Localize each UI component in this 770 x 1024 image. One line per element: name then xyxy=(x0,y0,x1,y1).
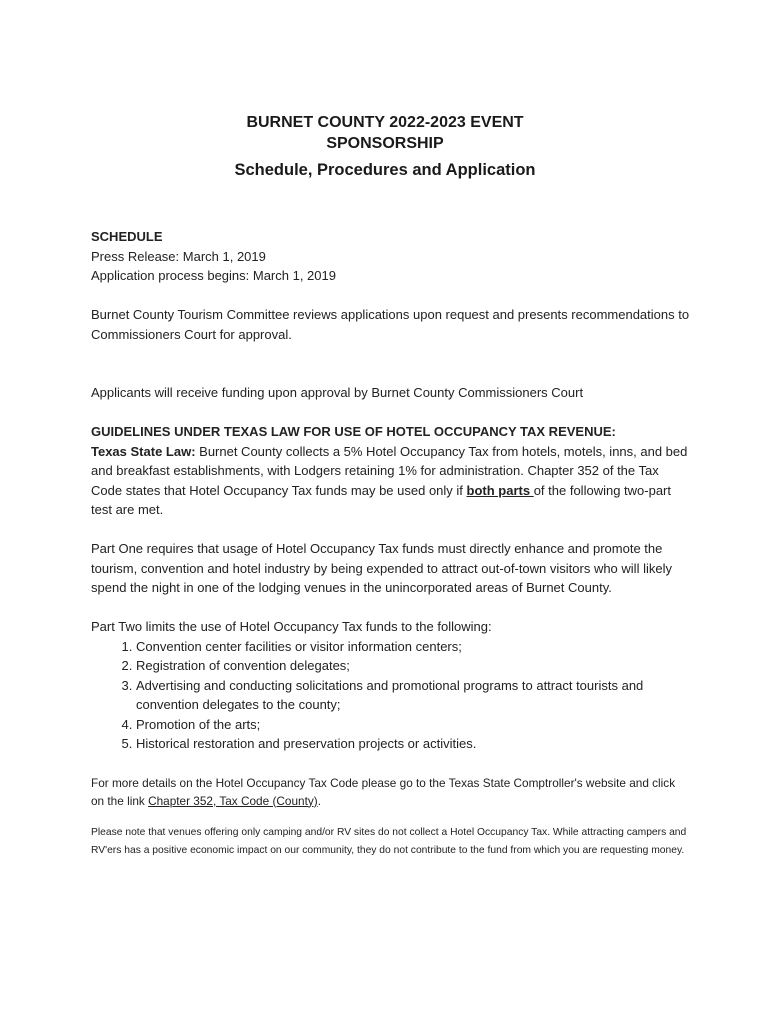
texas-law-text: Burnet County collects a 5% Hotel Occupancy Tax from hotels, motels, inns, and bed and breakfast establishments, with Lodgers retaining 1% for administration. Chapter 352 of the Tax Code states that Hotel Occupancy Tax funds may be used only if xyxy=(91,443,688,498)
details-text: For more details on the Hotel Occupancy Tax Code please go to the Texas State Comptroller's website and click on the link xyxy=(91,775,676,808)
guidelines-heading: GUIDELINES UNDER TEXAS LAW FOR USE OF HOTEL OCCUPANCY TAX REVENUE: xyxy=(91,424,616,439)
list-item: 5. Historical restoration and preservation projects or activities. xyxy=(136,734,691,754)
list-item: 2. Registration of convention delegates; xyxy=(136,656,691,676)
part-two-intro: Part Two limits the use of Hotel Occupancy Tax funds to the following: xyxy=(91,619,492,634)
list-item: 4. Promotion of the arts; xyxy=(136,715,691,735)
funding-paragraph: Applicants will receive funding upon approval by Burnet County Commissioners Court xyxy=(91,385,584,400)
application-begins-date: Application process begins: March 1, 2019 xyxy=(91,268,336,283)
list-item: 1. Convention center facilities or visitor information centers; xyxy=(136,637,691,657)
chapter-352-link[interactable]: Chapter 352, Tax Code (County) xyxy=(148,793,318,808)
document-body xyxy=(91,227,691,860)
document-subtitle: Schedule, Procedures and Application xyxy=(234,161,536,179)
texas-law-paragraph xyxy=(91,442,691,520)
schedule-heading: SCHEDULE xyxy=(91,229,163,244)
texas-law-text-end: of the following two-part test are met. xyxy=(91,482,671,517)
details-end: . xyxy=(317,793,321,808)
camping-rv-note: Please note that venues offering only camping and/or RV sites do not collect a Hotel Occupancy Tax. While attracting campers and RV'ers has a positive economic impact on our community, they do not contribute to the fund from which you are requesting money. xyxy=(91,826,687,856)
part-one-paragraph: Part One requires that usage of Hotel Occupancy Tax funds must directly enhance and promote the tourism, convention and hotel industry by being expended to attract out-of-town visitors who will likely spend the night in one of the lodging venues in the unincorporated areas of Burnet County. xyxy=(91,541,672,595)
press-release-date: Press Release: March 1, 2019 xyxy=(91,248,266,264)
texas-law-label: Texas State Law: xyxy=(91,443,196,459)
document-title-line-2: SPONSORSHIP xyxy=(326,135,444,152)
both-parts-emphasis: both parts xyxy=(466,482,534,498)
part-two-list xyxy=(91,637,691,754)
details-paragraph xyxy=(91,774,691,810)
list-item: 3. Advertising and conducting solicitations and promotional programs to attract tourists and convention delegates to the county; xyxy=(136,676,691,715)
title-block xyxy=(0,112,770,181)
review-paragraph: Burnet County Tourism Committee reviews applications upon request and presents recommendations to Commissioners Court for approval. xyxy=(91,307,690,342)
document-title-line-1: BURNET COUNTY 2022-2023 EVENT xyxy=(246,114,524,131)
